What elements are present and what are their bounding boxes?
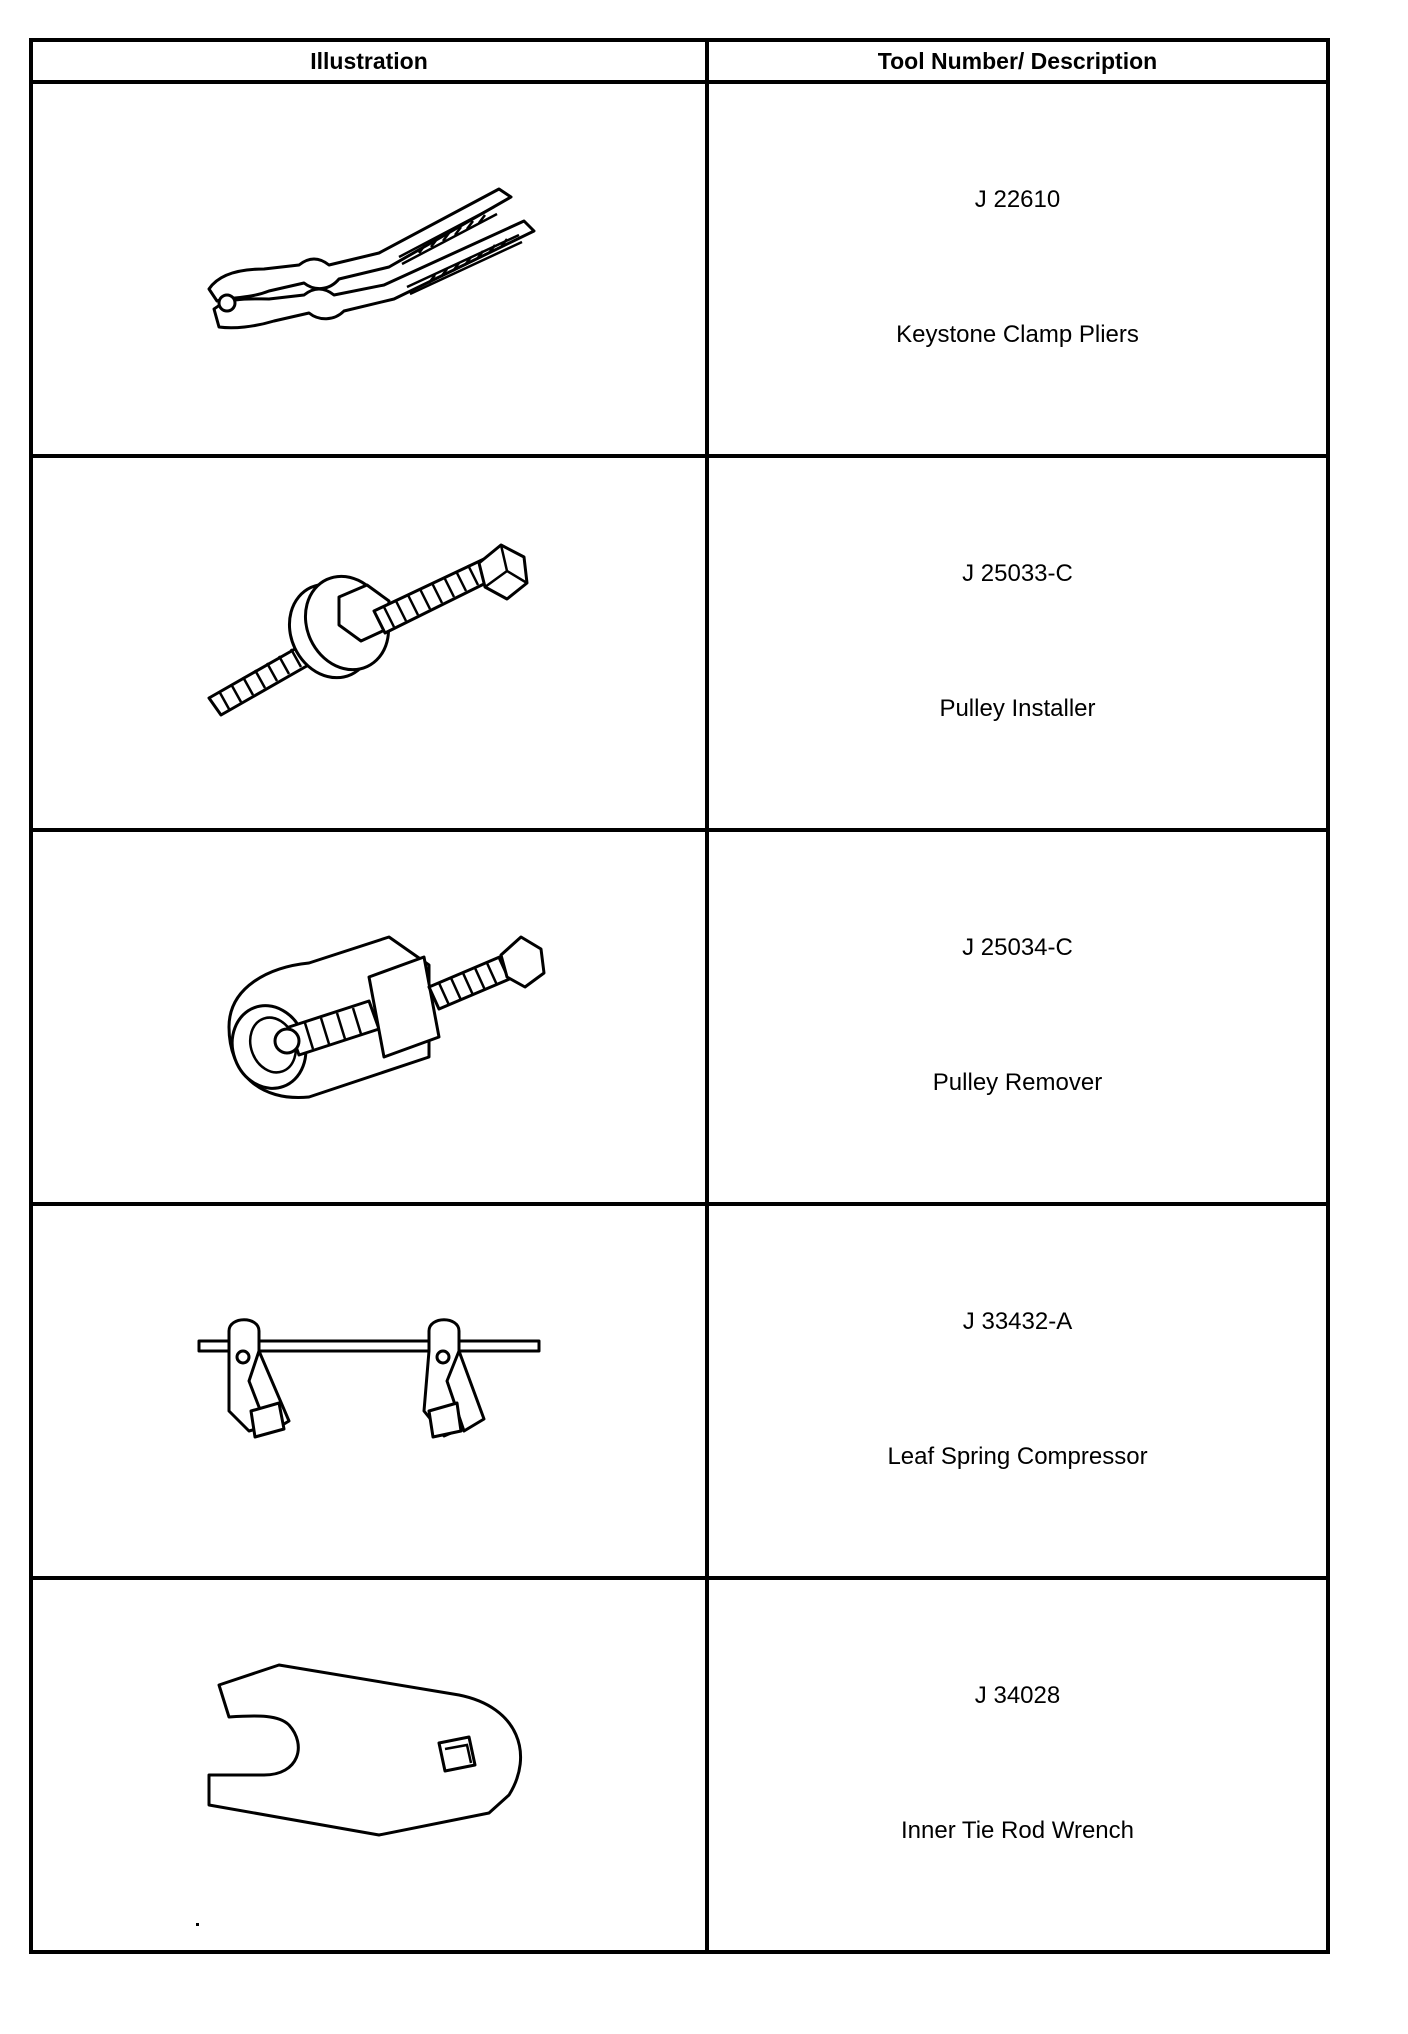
description-cell (707, 456, 1328, 830)
tool-description: Inner Tie Rod Wrench (900, 1817, 1134, 1844)
tool-description: Leaf Spring Compressor (887, 1443, 1148, 1470)
table-row (31, 1578, 1328, 1952)
illustration-header: Illustration (31, 40, 707, 82)
keystone-clamp-pliers-icon (189, 149, 549, 389)
table-row (31, 82, 1328, 456)
tool-number: J 33432-A (962, 1308, 1073, 1335)
tool-number: J 25033-C (962, 560, 1073, 587)
tool-table (29, 38, 1330, 1954)
tool-description: Keystone Clamp Pliers (896, 321, 1139, 348)
illustration-cell (31, 1204, 707, 1578)
illustration-cell (31, 456, 707, 830)
inner-tie-rod-wrench-icon (189, 1645, 549, 1885)
table-row (31, 1204, 1328, 1578)
description-cell (707, 830, 1328, 1204)
tool-header: Tool Number/ Description (707, 40, 1328, 82)
header-row (31, 40, 1328, 82)
pulley-installer-icon (189, 523, 549, 763)
illustration-cell (31, 830, 707, 1204)
table-row (31, 456, 1328, 830)
tool-description: Pulley Installer (939, 695, 1096, 722)
description-cell (707, 1578, 1328, 1952)
illustration-cell (31, 82, 707, 456)
table-row (31, 830, 1328, 1204)
description-cell (707, 1204, 1328, 1578)
leaf-spring-compressor-icon (189, 1271, 549, 1511)
tool-description: Pulley Remover (932, 1069, 1103, 1096)
pulley-remover-icon (189, 897, 549, 1137)
tool-number: J 25034-C (962, 934, 1073, 961)
illustration-cell (31, 1578, 707, 1952)
description-cell (707, 82, 1328, 456)
tool-number: J 34028 (974, 1682, 1061, 1709)
stray-dot (196, 1923, 199, 1926)
tool-number: J 22610 (974, 186, 1061, 213)
